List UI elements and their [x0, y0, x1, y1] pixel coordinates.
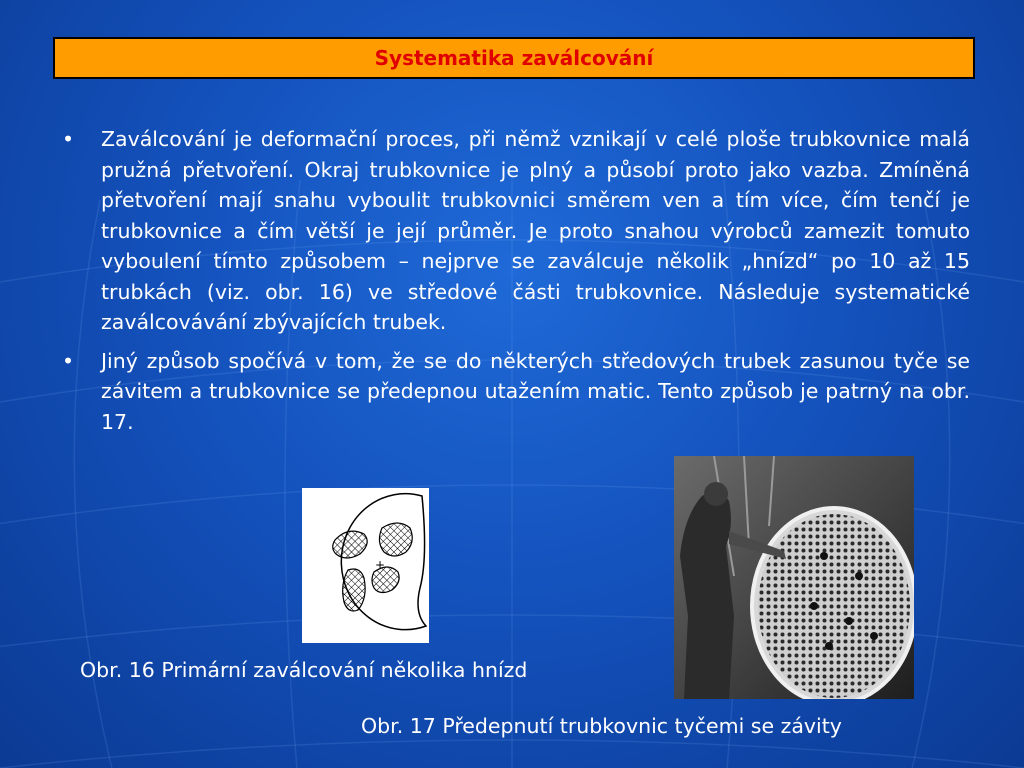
bullet-dot: • — [62, 127, 75, 151]
tube-sheet-nests-diagram — [302, 488, 429, 643]
bullet-item — [60, 124, 970, 338]
bullet-list — [60, 124, 970, 445]
bullet-dot: • — [62, 348, 75, 373]
bullet-text: Zaválcování je deformační proces, při němž vznikají v celé ploše trubkovnice malá pružná přetvoření. Okraj trubkovnice je plný a působí proto jako vazba. Zmíněná přetvoření mají snahu vyboulit trubkovnici směrem ven a tím více, čím tenčí je trubkovnice a čím větší je její průměr. Je proto snahou výrobců zamezit tomuto vyboulení tímto způsobem – nejprve se zaválcuje několik „hnízd“ po 10 až 15 trubkách (viz. obr. 16) ve středové části trubkovnice. Následuje systematické zaválcovávání zbývajících trubek. — [101, 127, 970, 334]
figure-16-diagram — [302, 488, 429, 643]
bullet-item — [60, 346, 970, 438]
tube-sheet-photo — [674, 456, 914, 699]
title-bar — [53, 37, 975, 79]
figure-16-caption: Obr. 16 Primární zaválcování několika hnízd — [80, 658, 528, 682]
figure-17-photo — [674, 456, 914, 699]
figure-17-caption: Obr. 17 Předepnutí trubkovnic tyčemi se závity — [361, 714, 842, 738]
slide-title: Systematika zaválcování — [374, 46, 654, 70]
center-mark: + — [375, 558, 386, 572]
bullet-text: Jiný způsob spočívá v tom, že se do některých středových trubek zasunou tyče se závitem a trubkovnice se předepnou utažením matic. Tento způsob je patrný na obr. 17. — [101, 348, 970, 434]
